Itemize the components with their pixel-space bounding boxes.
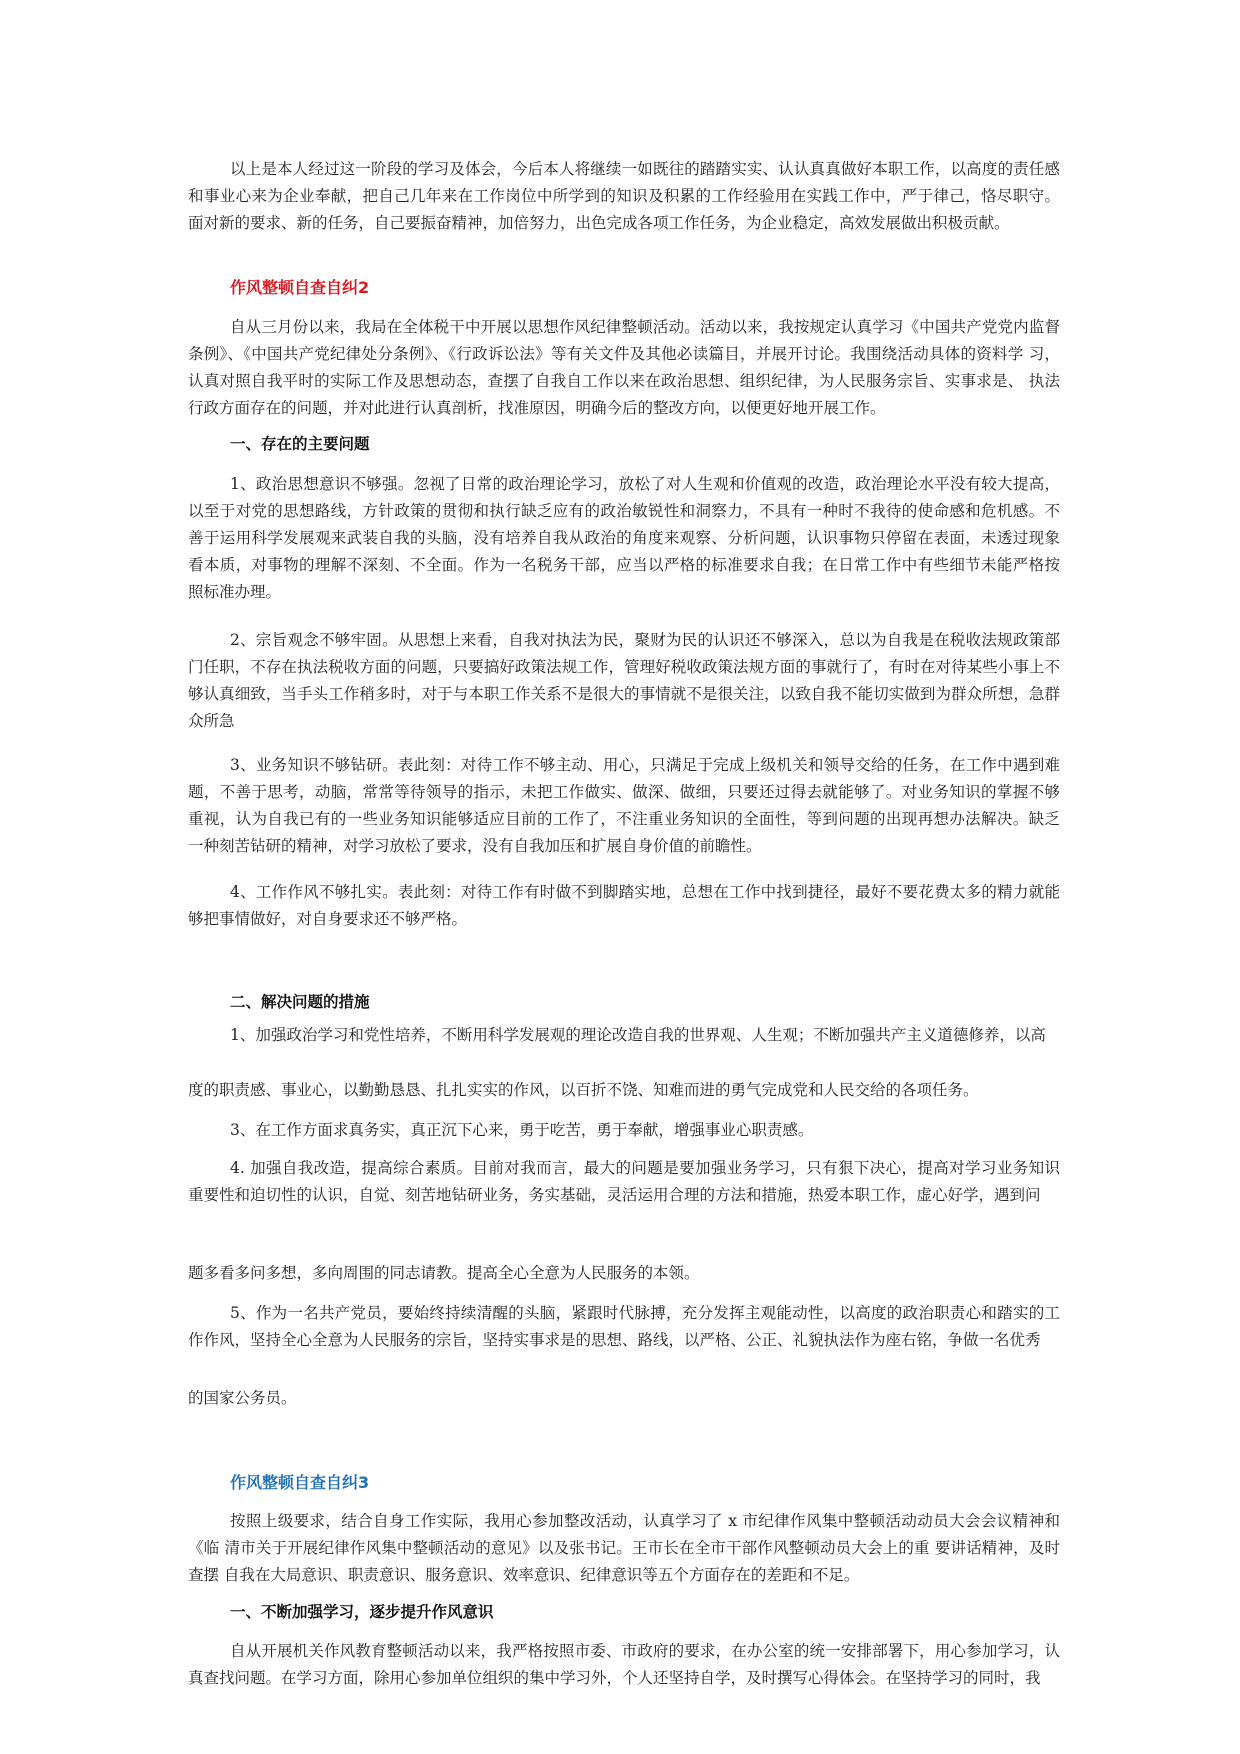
problem-item	[188, 627, 1060, 735]
paragraph: 的国家公务员。	[188, 1389, 297, 1407]
measure-item	[188, 1117, 1060, 1144]
paragraph: 1、加强政治学习和党性培养，不断用科学发展观的理论改造自我的世界观、人生观；不断加强共产主义道德修养，以高	[230, 1026, 1046, 1044]
paragraph: 自从三月份以来，我局在全体税干中开展以思想作风纪律整顿活动。活动以来，我按规定认真学习《中国共产党党内监督 条例》、《中国共产党纪律处分条例》、《行政诉讼法》等有关文件及其他必读篇目，并展开讨论。我围绕活动具体的资料学 习，认真对照自我平时的实际工作及思想动态，查摆了自我自工作以来在政治思想、组织纪律，为人民服务宗旨、实事求是、 执法行政方面存在的问题，并对此进行认真剖析，找准原因，明确今后的整改方向，以便更好地开展工作。	[188, 318, 1060, 417]
problem-item	[188, 471, 1060, 606]
measure-item-cont	[188, 1260, 1060, 1287]
section-title: 作风整顿自查自纠3	[230, 1473, 370, 1492]
paragraph: 1、政治思想意识不够强。忽视了日常的政治理论学习，放松了对人生观和价值观的改造，政治理论水平没有较大提高， 以至于对党的思想路线，方针政策的贯彻和执行缺乏应有的政治敏锐性和洞察力，不具有一种时不我待的使命感和危机感。不 善于运用科学发展观来武装自我的头脑，没有培养自我从政治的角度来观察、分析问题，认识事物只停留在表面，未透过现象 看本质，对事物的理解不深刻、不全面。作为一名税务干部，应当以严格的标准要求自我；在日常工作中有些细节未能严格按 照标准办理。	[188, 475, 1060, 601]
paragraph: 4. 加强自我改造，提高综合素质。目前对我而言，最大的问题是要加强业务学习，只有狠下决心，提高对学习业务知识 重要性和迫切性的认识，自觉、刻苦地钻研业务，务实基础，灵活运用合理的方法和措施，热爱本职工作，虚心好学，遇到问	[188, 1159, 1060, 1204]
problem-item	[188, 879, 1060, 933]
section-title: 作风整顿自查自纠2	[230, 278, 370, 297]
measure-item	[188, 1022, 1060, 1049]
paragraph: 自从开展机关作风教育整顿活动以来，我严格按照市委、市政府的要求，在办公室的统一安排部署下，用心参加学习，认 真查找问题。在学习方面，除用心参加单位组织的集中学习外，个人还坚持自学，及时撰写心得体会。在坚持学习的同时，我	[188, 1642, 1060, 1687]
measure-item	[188, 1300, 1060, 1354]
measure-item	[188, 1155, 1060, 1209]
paragraph: 题多看多问多想，多向周围的同志请教。提高全心全意为人民服务的本领。	[188, 1264, 700, 1282]
section3-intro	[188, 1508, 1060, 1589]
subheading: 二、解决问题的措施	[230, 993, 370, 1011]
paragraph: 4、工作作风不够扎实。表此刻：对待工作有时做不到脚踏实地，总想在工作中找到捷径，最好不要花费太多的精力就能 够把事情做好，对自身要求还不够严格。	[188, 883, 1060, 928]
paragraph: 3、在工作方面求真务实，真正沉下心来，勇于吃苦，勇于奉献，增强事业心职责感。	[230, 1121, 814, 1139]
subheading: 一、不断加强学习，逐步提升作风意识	[230, 1603, 494, 1621]
intro-block	[188, 156, 1060, 237]
section2-intro	[188, 314, 1060, 422]
paragraph: 度的职责感、事业心，以勤勤恳恳、扎扎实实的作风，以百折不饶、知难而进的勇气完成党和人民交给的各项任务。	[188, 1081, 979, 1099]
section3-body	[188, 1638, 1060, 1692]
measure-item-cont	[188, 1077, 1060, 1104]
paragraph: 按照上级要求，结合自身工作实际，我用心参加整改活动，认真学习了 x 市纪律作风集中整顿活动动员大会会议精神和《临 清市关于开展纪律作风集中整顿活动的意见》以及张书记。王市长在全市干部作风整顿动员大会上的重 要讲话精神，及时查摆 自我在大局意识、职责意识、服务意识、效率意识、纪律意识等五个方面存在的差距和不足。	[188, 1512, 1060, 1584]
subheading: 一、存在的主要问题	[230, 435, 370, 453]
measure-item-cont	[188, 1385, 1060, 1412]
paragraph: 3、业务知识不够钻研。表此刻：对待工作不够主动、用心，只满足于完成上级机关和领导交给的任务，在工作中遇到难 题，不善于思考，动脑，常常等待领导的指示，未把工作做实、做深、做细，只要还过得去就能够了。对业务知识的掌握不够 重视，认为自我已有的一些业务知识能够适应目前的工作了，不注重业务知识的全面性，等到问题的出现再想办法解决。缺乏 一种刻苦钻研的精神，对学习放松了要求，没有自我加压和扩展自身价值的前瞻性。	[188, 756, 1060, 855]
paragraph: 2、宗旨观念不够牢固。从思想上来看，自我对执法为民，聚财为民的认识还不够深入，总以为自我是在税收法规政策部门任职，不存在执法税收方面的问题，只要搞好政策法规工作，管理好税收政策法规方面的事就行了，有时在对待某些小事上不够认真细致，当手头工作稍多时，对于与本职工作关系不是很大的事情就不是很关注，以致自我不能切实做到为群众所想，急群众所急	[188, 631, 1060, 730]
paragraph: 以上是本人经过这一阶段的学习及体会，今后本人将继续一如既往的踏踏实实、认认真真做好本职工作，以高度的责任感 和事业心来为企业奉献，把自己几年来在工作岗位中所学到的知识及积累的工作经验用在实践工作中，严于律己，恪尽职守。 面对新的要求、新的任务，自己要振奋精神，加倍努力，出色完成各项工作任务，为企业稳定，高效发展做出积极贡献。	[188, 160, 1060, 232]
paragraph: 5、作为一名共产党员，要始终持续清醒的头脑，紧跟时代脉搏，充分发挥主观能动性，以高度的政治职责心和踏实的工作作风，坚持全心全意为人民服务的宗旨，坚持实事求是的思想、路线，以严格、公正、礼貌执法作为座右铭，争做一名优秀	[188, 1304, 1060, 1349]
problem-item	[188, 752, 1060, 860]
